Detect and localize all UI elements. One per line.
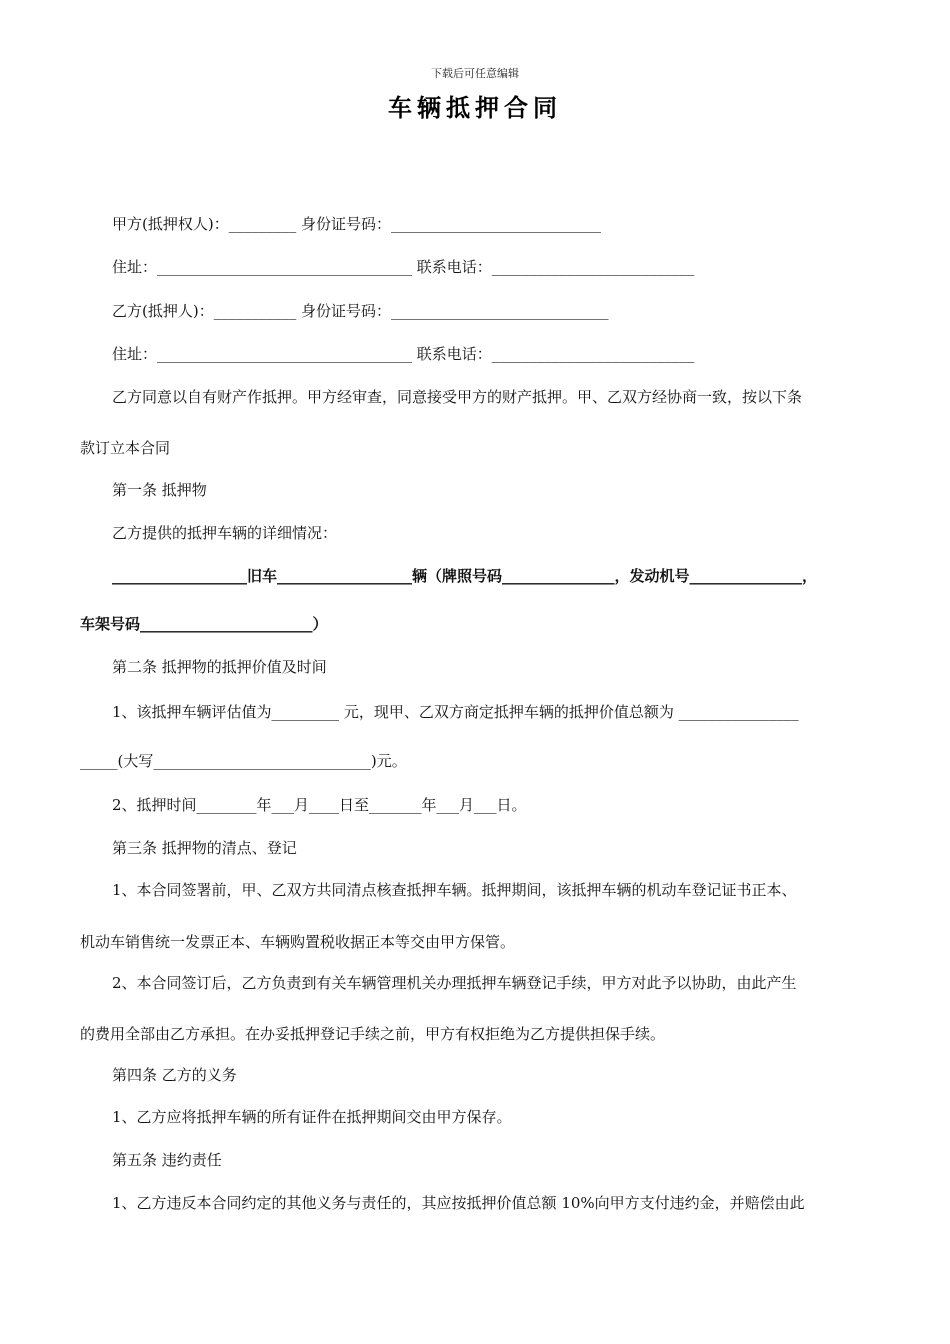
preamble-line-2: 款订立本合同 <box>80 439 171 457</box>
article-1-intro: 乙方提供的抵押车辆的详细情况： <box>112 524 338 542</box>
article-1-heading: 第一条 抵押物 <box>112 481 207 499</box>
preamble-line-1: 乙方同意以自有财产作抵押。甲方经审查，同意接受甲方的财产抵押。甲、乙双方经协商一致，按以下条 <box>112 388 803 406</box>
article-2-heading: 第二条 抵押物的抵押价值及时间 <box>112 658 327 676</box>
party-a-line: 甲方(抵押权人)：_________ 身份证号码：____________________________ <box>112 215 601 233</box>
article-4-clause-1: 1、乙方应将抵押车辆的所有证件在抵押期间交由甲方保存。 <box>112 1108 512 1126</box>
article-4-heading: 第四条 乙方的义务 <box>112 1066 237 1084</box>
article-5-clause-1-line-1: 1、乙方违反本合同约定的其他义务与责任的，其应按抵押价值总额 10%向甲方支付违约金，并赔偿由此 <box>112 1194 805 1212</box>
article-5-heading: 第五条 违约责任 <box>112 1151 222 1169</box>
party-b-line: 乙方(抵押人)：___________ 身份证号码：_____________________________ <box>112 302 609 320</box>
article-2-clause-1-line-2: _____(大写_____________________________)元。 <box>80 752 407 770</box>
article-3-heading: 第三条 抵押物的清点、登记 <box>112 839 297 857</box>
article-3-clause-1-line-1: 1、本合同签署前，甲、乙双方共同清点核查抵押车辆。抵押期间，该抵押车辆的机动车登记证书正本、 <box>112 881 797 899</box>
article-3-clause-1-line-2: 机动车销售统一发票正本、车辆购置税收据正本等交由甲方保管。 <box>80 933 516 951</box>
party-b-address-line: 住址：__________________________________ 联系电话：___________________________ <box>112 345 695 363</box>
vehicle-details-line-1: __________________旧车__________________辆（牌照号码_______________，发动机号_______________， <box>112 567 818 585</box>
article-2-clause-1-line-1: 1、该抵押车辆评估值为_________ 元，现甲、乙双方商定抵押车辆的抵押价值总额为 ________________ <box>112 703 799 721</box>
article-3-clause-2-line-1: 2、本合同签订后，乙方负责到有关车辆管理机关办理抵押车辆登记手续，甲方对此予以协助，由此产生 <box>112 974 797 992</box>
article-2-clause-2: 2、抵押时间________年___月____日至_______年___月___日。 <box>112 796 527 814</box>
document-title: 车辆抵押合同 <box>388 94 562 122</box>
article-3-clause-2-line-2: 的费用全部由乙方承担。在办妥抵押登记手续之前，甲方有权拒绝为乙方提供担保手续。 <box>80 1025 666 1043</box>
header-note: 下载后可任意编辑 <box>431 67 519 80</box>
vehicle-details-line-2: 车架号码_______________________） <box>80 615 328 633</box>
party-a-address-line: 住址：__________________________________ 联系电话：___________________________ <box>112 258 695 276</box>
